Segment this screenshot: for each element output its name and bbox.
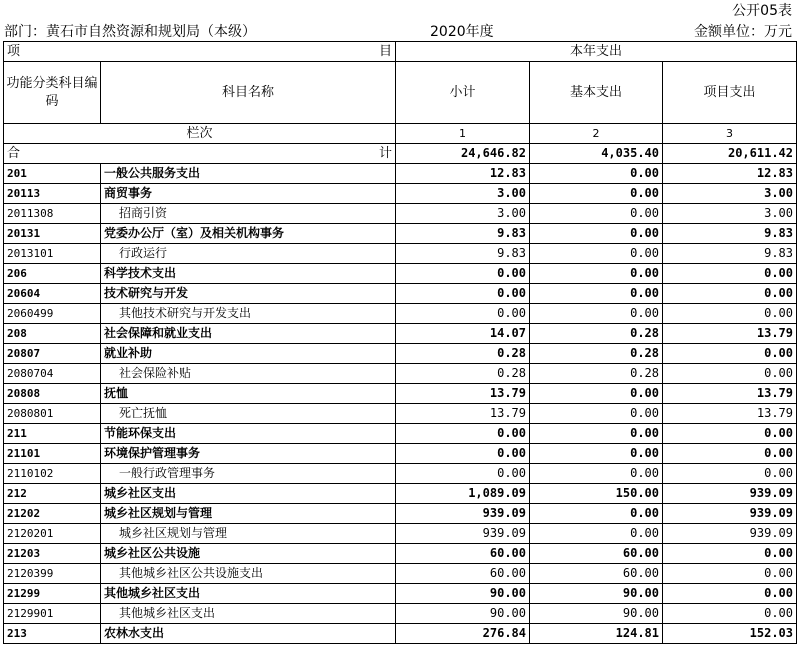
- row-label: 栏次: [4, 124, 396, 144]
- row-subtotal: 3.00: [396, 184, 530, 204]
- total-label: [4, 144, 396, 164]
- row-project: 939.09: [663, 504, 797, 524]
- row-basic: 0.00: [530, 504, 663, 524]
- row-name: 环境保护管理事务: [101, 444, 396, 464]
- row-subtotal: 12.83: [396, 164, 530, 184]
- table-row: [4, 364, 797, 384]
- row-code: 21101: [4, 444, 101, 464]
- row-project: 0.00: [663, 464, 797, 484]
- row-subtotal: 1,089.09: [396, 484, 530, 504]
- total-label-right: 计: [378, 146, 392, 161]
- row-basic: 0.28: [530, 344, 663, 364]
- row-project: 0.00: [663, 584, 797, 604]
- row-subtotal: 9.83: [396, 224, 530, 244]
- table-row: [4, 464, 797, 484]
- column-index-3: 3: [663, 124, 797, 144]
- project-column-header: 项目支出: [663, 62, 797, 124]
- row-subtotal: 939.09: [396, 504, 530, 524]
- row-project: 0.00: [663, 424, 797, 444]
- row-name: 社会保障和就业支出: [101, 324, 396, 344]
- row-subtotal: 60.00: [396, 544, 530, 564]
- item-header: [4, 42, 396, 62]
- annual-expense-header: 本年支出: [396, 42, 797, 62]
- row-subtotal: 0.00: [396, 284, 530, 304]
- row-subtotal: 0.00: [396, 304, 530, 324]
- total-label-left: 合: [7, 146, 21, 161]
- row-subtotal: 14.07: [396, 324, 530, 344]
- department-label: 部门：黄石市自然资源和规划局（本级）: [4, 24, 256, 40]
- row-project: 9.83: [663, 244, 797, 264]
- total-project: 20,611.42: [663, 144, 797, 164]
- row-basic: 0.00: [530, 224, 663, 244]
- row-basic: 90.00: [530, 604, 663, 624]
- table-row: [4, 584, 797, 604]
- row-name: 招商引资: [101, 204, 396, 224]
- row-project: 0.00: [663, 364, 797, 384]
- row-code: 212: [4, 484, 101, 504]
- row-basic: 124.81: [530, 624, 663, 644]
- row-name: 其他城乡社区支出: [101, 584, 396, 604]
- row-basic: 0.00: [530, 244, 663, 264]
- row-name: 其他城乡社区支出: [101, 604, 396, 624]
- row-subtotal: 60.00: [396, 564, 530, 584]
- header-row-columns: [4, 62, 797, 124]
- row-code: 213: [4, 624, 101, 644]
- row-name: 死亡抚恤: [101, 404, 396, 424]
- row-code: 208: [4, 324, 101, 344]
- row-project: 0.00: [663, 444, 797, 464]
- report-year: 2020年度: [430, 24, 494, 40]
- column-index-2: 2: [530, 124, 663, 144]
- row-code: 2080801: [4, 404, 101, 424]
- row-subtotal: 9.83: [396, 244, 530, 264]
- table-row: [4, 224, 797, 244]
- row-basic: 0.00: [530, 184, 663, 204]
- row-project: 12.83: [663, 164, 797, 184]
- row-code: 2120201: [4, 524, 101, 544]
- row-code: 21202: [4, 504, 101, 524]
- row-code: 201: [4, 164, 101, 184]
- row-code: 211: [4, 424, 101, 444]
- table-row: [4, 264, 797, 284]
- row-code: 2013101: [4, 244, 101, 264]
- row-basic: 0.00: [530, 424, 663, 444]
- row-name: 其他城乡社区公共设施支出: [101, 564, 396, 584]
- row-project: 3.00: [663, 184, 797, 204]
- row-project: 9.83: [663, 224, 797, 244]
- row-code: 206: [4, 264, 101, 284]
- row-name: 商贸事务: [101, 184, 396, 204]
- name-column-header: 科目名称: [101, 62, 396, 124]
- expenditure-table: [3, 41, 797, 644]
- row-subtotal: 0.28: [396, 344, 530, 364]
- row-basic: 0.00: [530, 264, 663, 284]
- row-subtotal: 3.00: [396, 204, 530, 224]
- row-project: 0.00: [663, 264, 797, 284]
- row-code: 21299: [4, 584, 101, 604]
- table-row: [4, 164, 797, 184]
- row-subtotal: 13.79: [396, 404, 530, 424]
- table-row: [4, 324, 797, 344]
- row-subtotal: 0.28: [396, 364, 530, 384]
- row-subtotal: 939.09: [396, 524, 530, 544]
- table-row: [4, 424, 797, 444]
- code-column-header: 功能分类科目编码: [4, 62, 101, 124]
- table-row: [4, 524, 797, 544]
- total-subtotal: 24,646.82: [396, 144, 530, 164]
- row-project: 0.00: [663, 604, 797, 624]
- report-info-bar: [0, 21, 798, 41]
- row-name: 就业补助: [101, 344, 396, 364]
- row-subtotal: 90.00: [396, 584, 530, 604]
- row-basic: 150.00: [530, 484, 663, 504]
- row-basic: 0.28: [530, 324, 663, 344]
- row-name: 一般行政管理事务: [101, 464, 396, 484]
- row-code: 2011308: [4, 204, 101, 224]
- row-basic: 0.00: [530, 204, 663, 224]
- row-name: 抚恤: [101, 384, 396, 404]
- row-code: 20604: [4, 284, 101, 304]
- row-code: 2129901: [4, 604, 101, 624]
- row-project: 0.00: [663, 284, 797, 304]
- row-name: 行政运行: [101, 244, 396, 264]
- row-code: 20808: [4, 384, 101, 404]
- row-basic: 0.00: [530, 164, 663, 184]
- row-project: 152.03: [663, 624, 797, 644]
- row-code: 20113: [4, 184, 101, 204]
- row-name: 社会保险补贴: [101, 364, 396, 384]
- table-row: [4, 304, 797, 324]
- row-subtotal: 276.84: [396, 624, 530, 644]
- table-row: [4, 184, 797, 204]
- amount-unit: 金额单位：万元: [694, 24, 792, 40]
- table-row: [4, 504, 797, 524]
- row-code: 20807: [4, 344, 101, 364]
- row-subtotal: 0.00: [396, 264, 530, 284]
- row-subtotal: 0.00: [396, 444, 530, 464]
- row-project: 0.00: [663, 564, 797, 584]
- row-basic: 0.28: [530, 364, 663, 384]
- row-basic: 0.00: [530, 404, 663, 424]
- row-project: 0.00: [663, 304, 797, 324]
- row-name: 城乡社区规划与管理: [101, 524, 396, 544]
- row-name: 节能环保支出: [101, 424, 396, 444]
- row-basic: 0.00: [530, 304, 663, 324]
- row-code: 20131: [4, 224, 101, 244]
- basic-column-header: 基本支出: [530, 62, 663, 124]
- row-project: 13.79: [663, 324, 797, 344]
- column-index-row: [4, 124, 797, 144]
- item-header-right: 目: [378, 44, 392, 59]
- row-name: 党委办公厅（室）及相关机构事务: [101, 224, 396, 244]
- row-code: 2060499: [4, 304, 101, 324]
- row-name: 城乡社区支出: [101, 484, 396, 504]
- row-subtotal: 90.00: [396, 604, 530, 624]
- row-basic: 0.00: [530, 444, 663, 464]
- row-basic: 60.00: [530, 564, 663, 584]
- table-row: [4, 384, 797, 404]
- row-name: 其他技术研究与开发支出: [101, 304, 396, 324]
- row-basic: 60.00: [530, 544, 663, 564]
- total-basic: 4,035.40: [530, 144, 663, 164]
- row-project: 0.00: [663, 544, 797, 564]
- row-name: 一般公共服务支出: [101, 164, 396, 184]
- row-basic: 90.00: [530, 584, 663, 604]
- row-basic: 0.00: [530, 284, 663, 304]
- row-subtotal: 0.00: [396, 424, 530, 444]
- row-name: 农林水支出: [101, 624, 396, 644]
- total-row: [4, 144, 797, 164]
- header-row-item: [4, 42, 797, 62]
- table-row: [4, 404, 797, 424]
- row-project: 13.79: [663, 404, 797, 424]
- row-basic: 0.00: [530, 384, 663, 404]
- row-project: 3.00: [663, 204, 797, 224]
- table-row: [4, 444, 797, 464]
- row-code: 2120399: [4, 564, 101, 584]
- row-subtotal: 0.00: [396, 464, 530, 484]
- table-row: [4, 244, 797, 264]
- table-row: [4, 484, 797, 504]
- column-index-1: 1: [396, 124, 530, 144]
- row-name: 科学技术支出: [101, 264, 396, 284]
- row-subtotal: 13.79: [396, 384, 530, 404]
- row-code: 2080704: [4, 364, 101, 384]
- form-number: 公开05表: [732, 3, 792, 19]
- row-name: 城乡社区公共设施: [101, 544, 396, 564]
- row-name: 技术研究与开发: [101, 284, 396, 304]
- table-row: [4, 544, 797, 564]
- table-row: [4, 564, 797, 584]
- row-project: 13.79: [663, 384, 797, 404]
- row-project: 939.09: [663, 484, 797, 504]
- table-row: [4, 344, 797, 364]
- row-basic: 0.00: [530, 524, 663, 544]
- table-row: [4, 284, 797, 304]
- row-name: 城乡社区规划与管理: [101, 504, 396, 524]
- table-row: [4, 624, 797, 644]
- row-project: 939.09: [663, 524, 797, 544]
- item-header-left: 项: [7, 44, 21, 59]
- row-basic: 0.00: [530, 464, 663, 484]
- subtotal-column-header: 小计: [396, 62, 530, 124]
- table-row: [4, 604, 797, 624]
- row-project: 0.00: [663, 344, 797, 364]
- row-code: 2110102: [4, 464, 101, 484]
- table-row: [4, 204, 797, 224]
- row-code: 21203: [4, 544, 101, 564]
